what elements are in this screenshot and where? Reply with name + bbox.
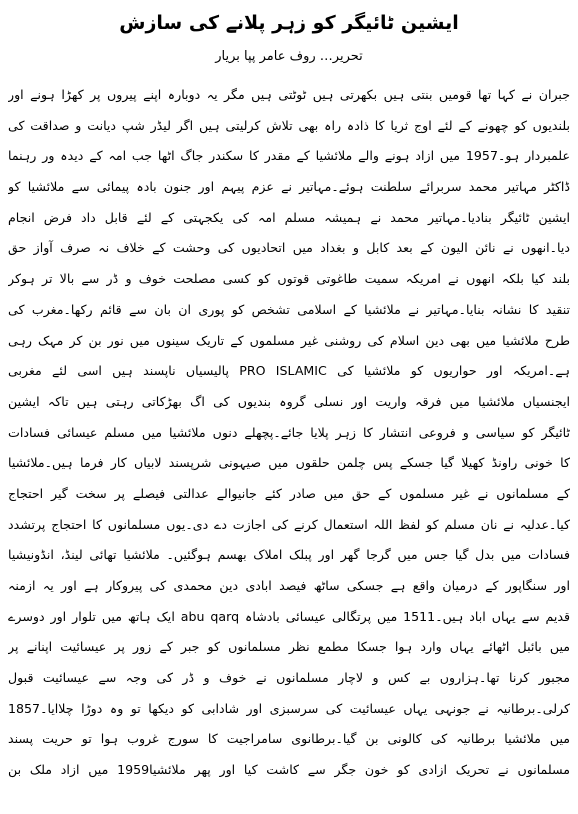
article-body bbox=[8, 80, 570, 786]
body-line: طرح ملائشیا میں بھی دین اسلام کی روشنی غیر مسلموں کے تاریک سینوں میں نور بن کر مہک رہی bbox=[8, 332, 570, 348]
body-line: ایشین ٹائیگر بنادیا۔مہاتیر محمد نے ہمیشہ مسلم امہ کی یکجہتی کے لئے قابل داد فرض انجام bbox=[8, 209, 570, 225]
body-line: علمبردار ہو۔1957 میں ازاد ہونے والے ملائشیا کے مقدر کا سکندر جاگ اٹھا جب امہ کے دیدہ ور رہنما bbox=[8, 148, 570, 164]
body-line: مجبور کرنا تھا۔ہزاروں بے کس و لاچار مسلمانوں نے خوف و ڈر کی وجہ سے عیسائیت قبول bbox=[8, 670, 570, 686]
body-line: دیا۔انھوں نے نائن الیون کے بعد کابل و بغداد میں اتحادیوں کی وحشت کے خلاف نہ صرف آواز حق bbox=[8, 240, 570, 256]
article-byline: تحریر… روف عامر پپا بریار bbox=[215, 49, 363, 64]
body-line: مسلمانوں نے تحریک ازادی کو خون جگر سے کاشت کیا اور پھر ملائشیا1959 میں ازاد ملک بن bbox=[8, 762, 570, 778]
body-line: فسادات میں بدل گیا جس میں گرجا گھر اور پبلک املاک بھسم ہوگئیں۔ ملائشیا تھائی لینڈ، انڈونیشیا bbox=[8, 547, 570, 563]
body-line: کرلی۔برطانیہ نے جونہی یہاں عیسائیت کی سرسبزی اور شادابی کو دیکھا تو وہ دوڑا چلاایا۔1857 bbox=[8, 700, 570, 716]
body-line: بلند کیا بلکہ انھوں نے امریکہ سمیت طاغوتی قوتوں کو کسی مصلحت خوف و ڈر سے بالا تر ہوکر bbox=[8, 271, 570, 287]
body-line: کیا۔عدلیہ نے نان مسلم کو لفظ اللہ استعمال کرنے کی اجازت دے دی۔یوں مسلمانوں کا احتجاج پرتشدد bbox=[8, 516, 570, 532]
article-title: ایشین ٹائیگر کو زہر پلانے کی سازش bbox=[119, 12, 459, 34]
body-line: کا خونی راونڈ کھیلا گیا جسکے پس چلمن حلقوں میں صیہونی شرپسند لابیاں کار فرما ہیں۔ملائشیا bbox=[8, 455, 570, 471]
body-line: میں ملائشیا برطانیہ کی کالونی بن گیا۔برطانوی سامراجیت کا سورج غروب ہوا تو حریت پسند bbox=[8, 731, 570, 747]
body-line: اور سنگاپور کے درمیان واقع ہے جسکی ساٹھ فیصد ابادی دین محمدی کی پیروکار ہے اور یہ ازمنہ bbox=[8, 578, 570, 593]
body-line: تنقید کا نشانہ بنایا۔مہاتیر نے ملائشیا کے اسلامی تشخص کو پوری ان بان سے قائم رکھا۔مغرب کی bbox=[8, 301, 570, 317]
body-line: بلندیوں کو چھونے کے لئے اوج ثریا کا ذادہ راہ بھی تلاش کرلیتی ہیں اگر لیڈر شپ دیانت و صداقت کی bbox=[8, 117, 570, 133]
body-line: قدیم سے یہاں اباد ہیں۔1511 میں پرتگالی عیسائی بادشاہ abu qarq ایک ہاتھ میں تلوار اور دوسرے bbox=[8, 608, 570, 624]
body-line: جبران نے کہا تھا قومیں بنتی ہیں بکھرتی ہیں ٹوٹتی ہیں مگر یہ دوبارہ اپنے پیروں پر کھڑا ہونے اور bbox=[8, 87, 570, 102]
body-line: کے مسلمانوں نے غیر مسلموں کے حق میں صادر کئے جانیوالے عدالتی فیصلے پر سخت گیر احتجاج bbox=[8, 485, 570, 501]
body-line: ہے۔امریکہ اور حواریوں کو ملائشیا کی PRO ISLAMIC پالیسیاں ناپسند ہیں اسی لئے مغربی bbox=[8, 363, 570, 379]
body-line: ڈاکٹر مہاتیر محمد سربرائے سلطنت ہوئے۔مہاتیر نے عزم پیہم اور جنون بادہ پیمائی سے ملائشیا کو bbox=[8, 179, 570, 195]
body-line: ایجنسیاں ملائشیا میں فرقہ واریت اور نسلی گروہ بندیوں کی اگ بھڑکاتی رہتی ہیں تاکہ ایشین bbox=[8, 393, 570, 409]
body-line: میں بائبل اٹھائے یہاں وارد ہوا جسکا مطمع نظر مسلمانوں کو جبر کے زور پر عیسائیت اپنانے پر bbox=[8, 639, 570, 655]
body-line: ٹائیگر کو سیاسی و فروعی انتشار کا زہر پلایا جائے۔پچھلے دنوں ملائشیا میں مسلم عیسائی فسادات bbox=[8, 424, 570, 440]
